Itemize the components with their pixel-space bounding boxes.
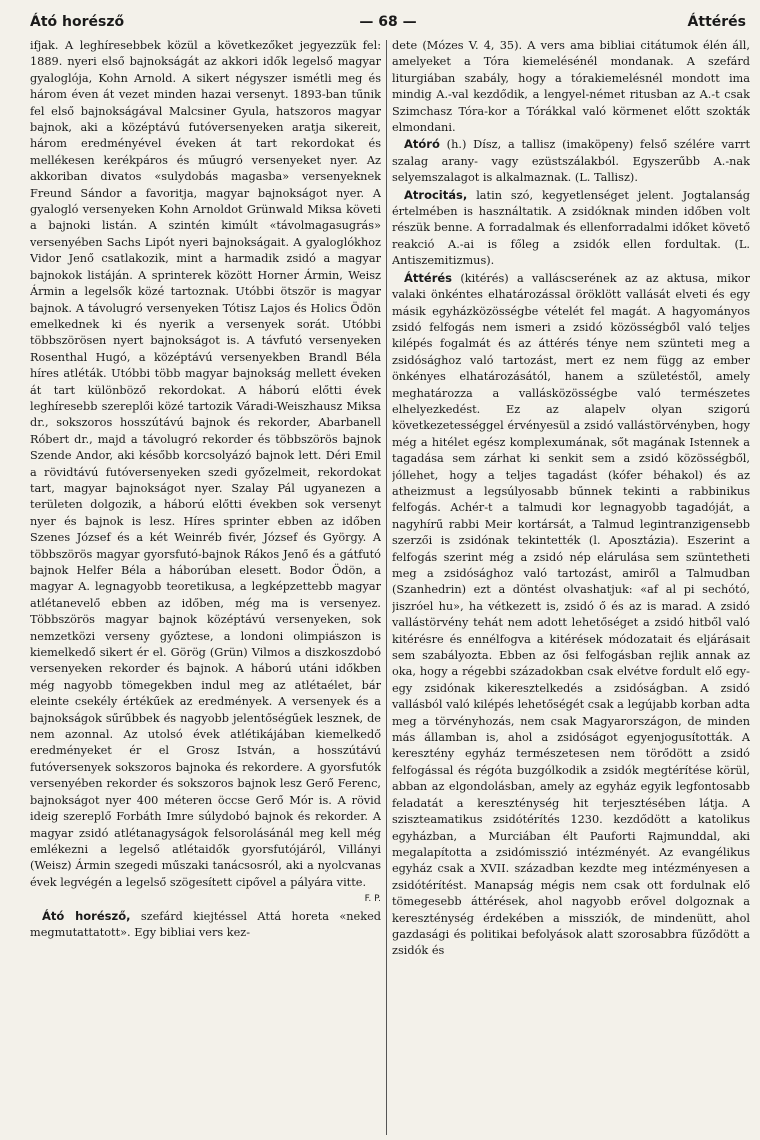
right-column <box>392 38 750 1133</box>
entry-headword: Atrocitás, <box>404 187 468 202</box>
entry-text: latin szó, kegyetlenséget jelent. Jogtalanság értelmében is használtatik. A zsidóknak minden időben volt részük benne. A forradalmak és ellenforradalmi időket követő reakció A.-ai is főleg a zsidók ellen fordultak. (L. Antiszemitizmus). <box>392 188 750 268</box>
entry-atrocitas <box>392 187 750 270</box>
entry-ato-horesz <box>30 908 381 942</box>
header-right-keyword: Áttérés <box>687 14 746 30</box>
athletics-paragraph: ifjak. A leghíresebbek közül a következőket jegyezzük fel: 1889. nyeri első bajnokságát az akkori idők legelső magyar gyaloglója, Kohn Arnold. A sikert négyszer ismétli meg és három éven át vezet minden hazai versenyt. 1893-ban tűnik fel első bajnokságával Malcsiner Gyula, hatszoros magyar bajnok, aki a középtávú futóversenyeken aratja sikereit, három eredményével éveken át tart rekordokat és mellékesen kerékpáros és műugró versenyeket nyer. Az akkoriban divatos «sulydobás magasba» versenyeknek Freund Sándor a favoritja, magyar bajnokságot nyer. A gyalogló versenyeken Kohn Arnoldot Grünwald Miksa követi a bajnoki listán. A szintén kimúlt «távolmagasugrás» versenyében Sachs Lipót nyeri bajnokságait. A gyaloglókhoz Vidor Jenő csatlakozik, mint a harmadik zsidó a magyar bajnokok listáján. A sprinterek között Horner Ármin, Weisz Ármin a legelsők közé tartoznak. Utóbbi ötször is magyar bajnok. A távolugró versenyeken Tótisz Lajos és Holics Ödön emelkednek ki és nyerik a versenyek sorát. Utóbbi többszörösen nyert bajnokságot is. A távfutó versenyeken Rosenthal Hugó, a középtávú versenyekben Brandl Béla híres atléták. Utóbbi több magyar bajnokság mellett éveken át tart különböző rekordokat. A háború előtti évek leghíresebb szereplői közé tartozik Váradi-Weiszhausz Miksa dr., sokszoros hosszútávú bajnok és rekorder, Abarbanell Róbert dr., majd a távolugró rekorder és többszörös bajnok Szende Andor, aki később korcsolyázó bajnok lett. Déri Emil a rövidtávú futóversenyeken szedi győzelmeit, rekordokat tart, magyar bajnokságot nyer. Szalay Pál ugyanezen a területen dolgozik, a háború előtti években sok versenyt nyer és bajnok is lesz. Híres sprinter ebben az időben Szenes József és a két Weinréb fivér, József és György. A többszörös magyar gyorsfutó-bajnok Rákos Jenő és a gátfutó bajnok Helfer Béla a háborúban elesett. Bodor Ödön, a magyar A. legnagyobb teoretikusa, a legképzettebb magyar atlétanevelő ebben az időben, még ma is versenyez. Többszörös magyar bajnok középtávú versenyeken, sok nemzetközi verseny győztese, a londoni olimpiászon is kiemelkedő sikert ér el. Görög (Grün) Vilmos a diszkoszdobó versenyeken rekorder és bajnok. A háború utáni időkben még nagyobb tömegekben indul meg az atlétaélet, bár eleinte csekély értékűek az eredmények. A versenyek és a bajnokságok sűrűbbek és nagyobb jelentőségűek lesznek, de nem azonnal. Az utolsó évek atlétikájában kiemelkedő eredményeket ér el Grosz István, a hosszútávú futóversenyek sokszoros bajnoka és rekordere. A gyorsfutók versenyében rekorder és sokszoros bajnok lesz Gerő Ferenc, bajnokságot nyer 400 méteren öccse Gerő Mór is. A rövid ideig szereplő Forbáth Imre súlydobó bajnok és rekorder. A magyar zsidó atlétanagyságok felsorolásánál meg kell még emlékezni a legelső atlétaidők gyorsfutójáról, Villányi (Weisz) Ármin szegedi műszaki tanácsosról, aki a nyolcvanas évek legvégén a legelső szögesített cipővel a pályára vitte. <box>30 39 381 889</box>
entry-headword: Átó horésző, <box>42 908 131 923</box>
entry-atoro <box>392 136 750 186</box>
entry-headword: Atóró <box>404 137 440 152</box>
page-header <box>30 14 746 36</box>
column-divider <box>386 40 387 1135</box>
entry-text: szefárd kiejtéssel Attá horeta «neked megmutattatott». Egy bibliai vers kez- <box>30 909 381 939</box>
header-left-keyword: Átó horésző <box>30 14 125 30</box>
left-column <box>30 38 381 1133</box>
entry-atteres <box>392 270 750 960</box>
page-number: — 68 — <box>359 14 417 30</box>
entry-text: (h.) Dísz, a tallisz (imaköpeny) felső szélére varrt szalag arany- vagy ezüstszálakból. Egyszerűbb A.-nak selyemszalagot is alkalmaznak. (L. Tallisz). <box>392 138 750 185</box>
continued-paragraph: dete (Mózes V. 4, 35). A vers ama bibliai citátumok élén áll, amelyeket a Tóra kiemelésénél mondanak. A szefárd liturgiában szabály, hogy a tórakiemelésnél mondott ima mindig A.-val kezdődik, a lengyel-német ritusban az A.-t csak Szimchasz Tóra-kor a Tórákkal való körmenet előtt szokták elmondani. <box>392 39 750 135</box>
author-signature: F. P. <box>364 894 381 905</box>
entry-headword: Áttérés <box>404 270 453 285</box>
entry-text: (kitérés) a valláscserének az az aktusa, mikor valaki önkéntes elhatározással öröklött vallását elveti és egy másik egyházközösségbe vételét fel magát. A hagyományos zsidó felfogás nem ismeri a zsidó közösségből való teljes kilépés fogalmát és az áttérés ténye nem szünteti meg a zsidósághoz való tartozást, mert ez nem függ az ember önkényes elhatározásától, hanem a születéstől, amely meghatározza a vallásközösségbe való természetes elhelyezkedést. Ez az alapelv olyan szigorú következetességgel érvényesül a zsidó vallástörvényben, hogy még a hitélet egész komplexumának, sőt magának Istennek a tagadása sem zárhat ki senkit sem a zsidó közösségből, jóllehet, hogy a teljes tagadást (kófer béhakol) és az atheizmust a legsúlyosabb bűnnek tekinti a rabbinikus felfogás. Achér-t a talmudi kor legnagyobb tagadóját, a nagyhírű rabbi Meir kortársát, a Talmud legintranzigensebb szerzői is zsidónak tekintették (l. Aposztázia). Eszerint a felfogás szerint még a zsidó nép elárulása sem szüntetheti meg a zsidósághoz való tartozást, amiről a Talmudban (Szanhedrin) ezt a döntést olvashatjuk: «af al pi sechótó, jiszróel hu», ha vétkezett is, zsidó ő és az is marad. A zsidó vallástörvény tehát nem adott lehetőséget a zsidó hitből való kitérésre és ennélfogva a kitérések módozatait és eljárásait sem szabályozta. Ebben az ősi felfogásban rejlik annak az oka, hogy a régebbi századokban csak elvétve fordult elő egy-egy zsidónak kikeresztelkedés a zsidóságban. A zsidó vallásból való kilépés lehetőségét csak a legújabb korban adta meg a törvényhozás, nem csak Magyarországon, de minden más államban is, ahol a zsidóságot egyenjogusították. A keresztény egyház természetesen nem törődött a zsidó felfogással és régóta buzgólkodik a zsidók megtérítése körül, abban az elgondolásban, amely az egyház egyik legfontosabb feladatát a kereszténység hit terjesztésében látja. A sziszteamatikus zsidótérítés 1230. kezdődött a katolikus egyházban, a Murciában élt Pauforti Rajmunddal, aki megalapította a zsidómisszió intézményét. Az evangélikus egyház csak a XVII. században kezdte meg intézményesen a zsidótérítést. Manapság mégis nem csak ott fordulnak elő tömegesebb áttérések, ahol nagyobb erővel dolgoznak a kereszténység érdekében a missziók, de mindenütt, ahol gazdasági és politikai befolyások alatt szorosabbra fűződött a zsidók és <box>392 271 750 958</box>
